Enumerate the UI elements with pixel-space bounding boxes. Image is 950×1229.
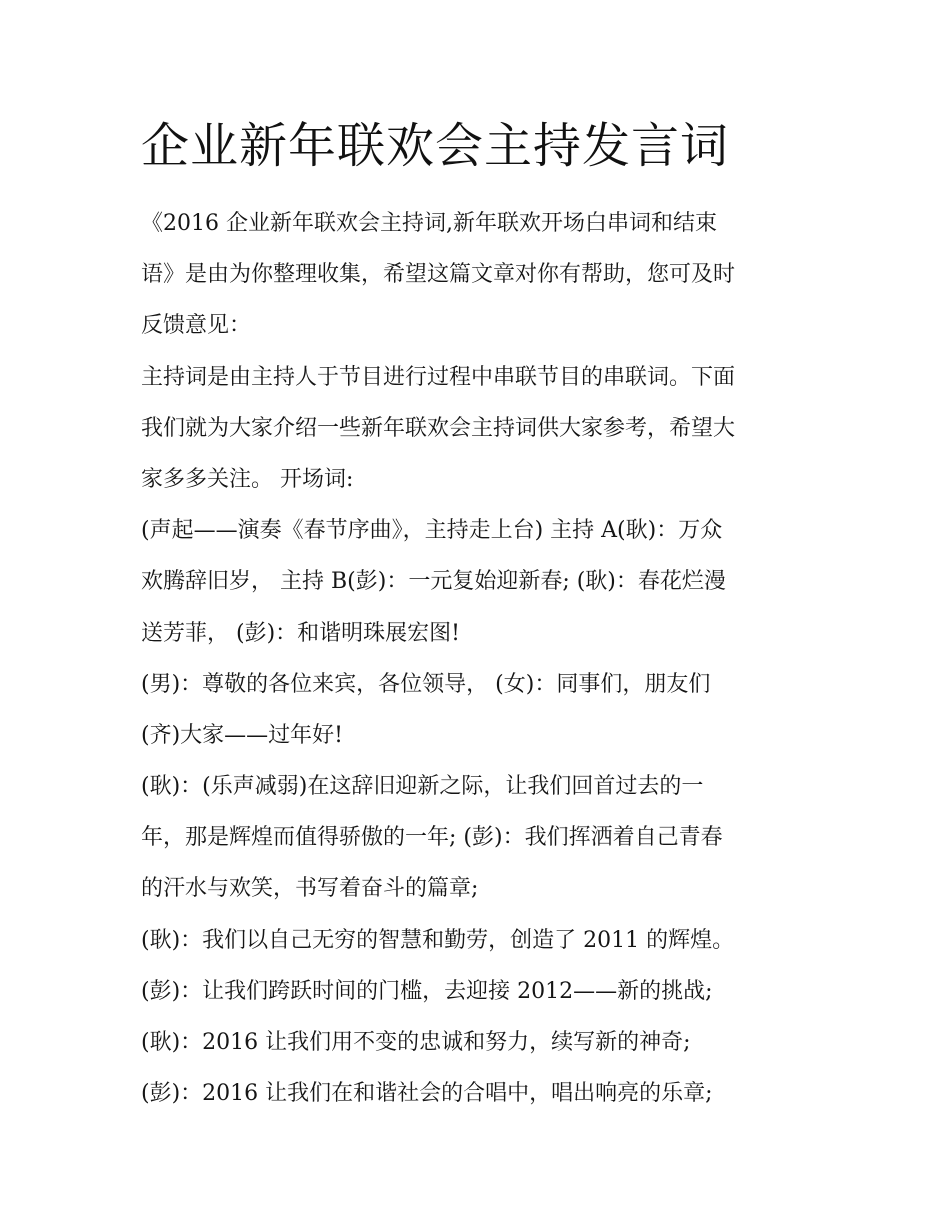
text-line: 家多多关注。 开场词: <box>141 466 354 492</box>
text-line: 的汗水与欢笑，书写着奋斗的篇章; <box>141 876 479 902</box>
text-line: 《2016 企业新年联欢会主持词,新年联欢开场白串词和结束 <box>141 211 717 236</box>
text-line: (彭)：让我们跨跃时间的门槛，去迎接 2012——新的挑战; <box>141 978 713 1004</box>
text-line: 欢腾辞旧岁， 主持 B(彭)：一元复始迎新春; (耿)：春花烂漫 <box>141 569 726 595</box>
text-line: 主持词是由主持人于节目进行过程中串联节目的串联词。下面 <box>141 364 736 390</box>
text-line: (齐)大家——过年好! <box>141 722 344 748</box>
text-line: (耿)：2016 让我们用不变的忠诚和努力，续写新的神奇; <box>141 1030 691 1055</box>
text-line: (男)：尊敬的各位来宾，各位领导， (女)：同事们，朋友们 <box>141 671 711 697</box>
text-line: 年，那是辉煌而值得骄傲的一年; (彭)：我们挥洒着自己青春 <box>141 825 723 851</box>
document-body <box>141 198 821 1119</box>
text-line: (耿)：(乐声减弱)在这辞旧迎新之际，让我们回首过去的一 <box>141 774 704 800</box>
text-line: (耿)：我们以自己无穷的智慧和勤劳，创造了 2011 的辉煌。 <box>141 927 735 953</box>
document-title: 企业新年联欢会主持发言词 <box>141 118 730 174</box>
text-line: (声起——演奏《春节序曲》，主持走上台) 主持 A(耿)：万众 <box>141 518 723 544</box>
text-line: 送芳菲， (彭)：和谐明珠展宏图! <box>141 620 461 646</box>
text-line: 我们就为大家介绍一些新年联欢会主持词供大家参考，希望大 <box>141 415 736 441</box>
text-line: 反馈意见： <box>141 313 252 339</box>
text-line: (彭)：2016 让我们在和谐社会的合唱中，唱出响亮的乐章; <box>141 1081 713 1107</box>
text-line: 语》是由为你整理收集，希望这篇文章对你有帮助，您可及时 <box>141 262 736 288</box>
